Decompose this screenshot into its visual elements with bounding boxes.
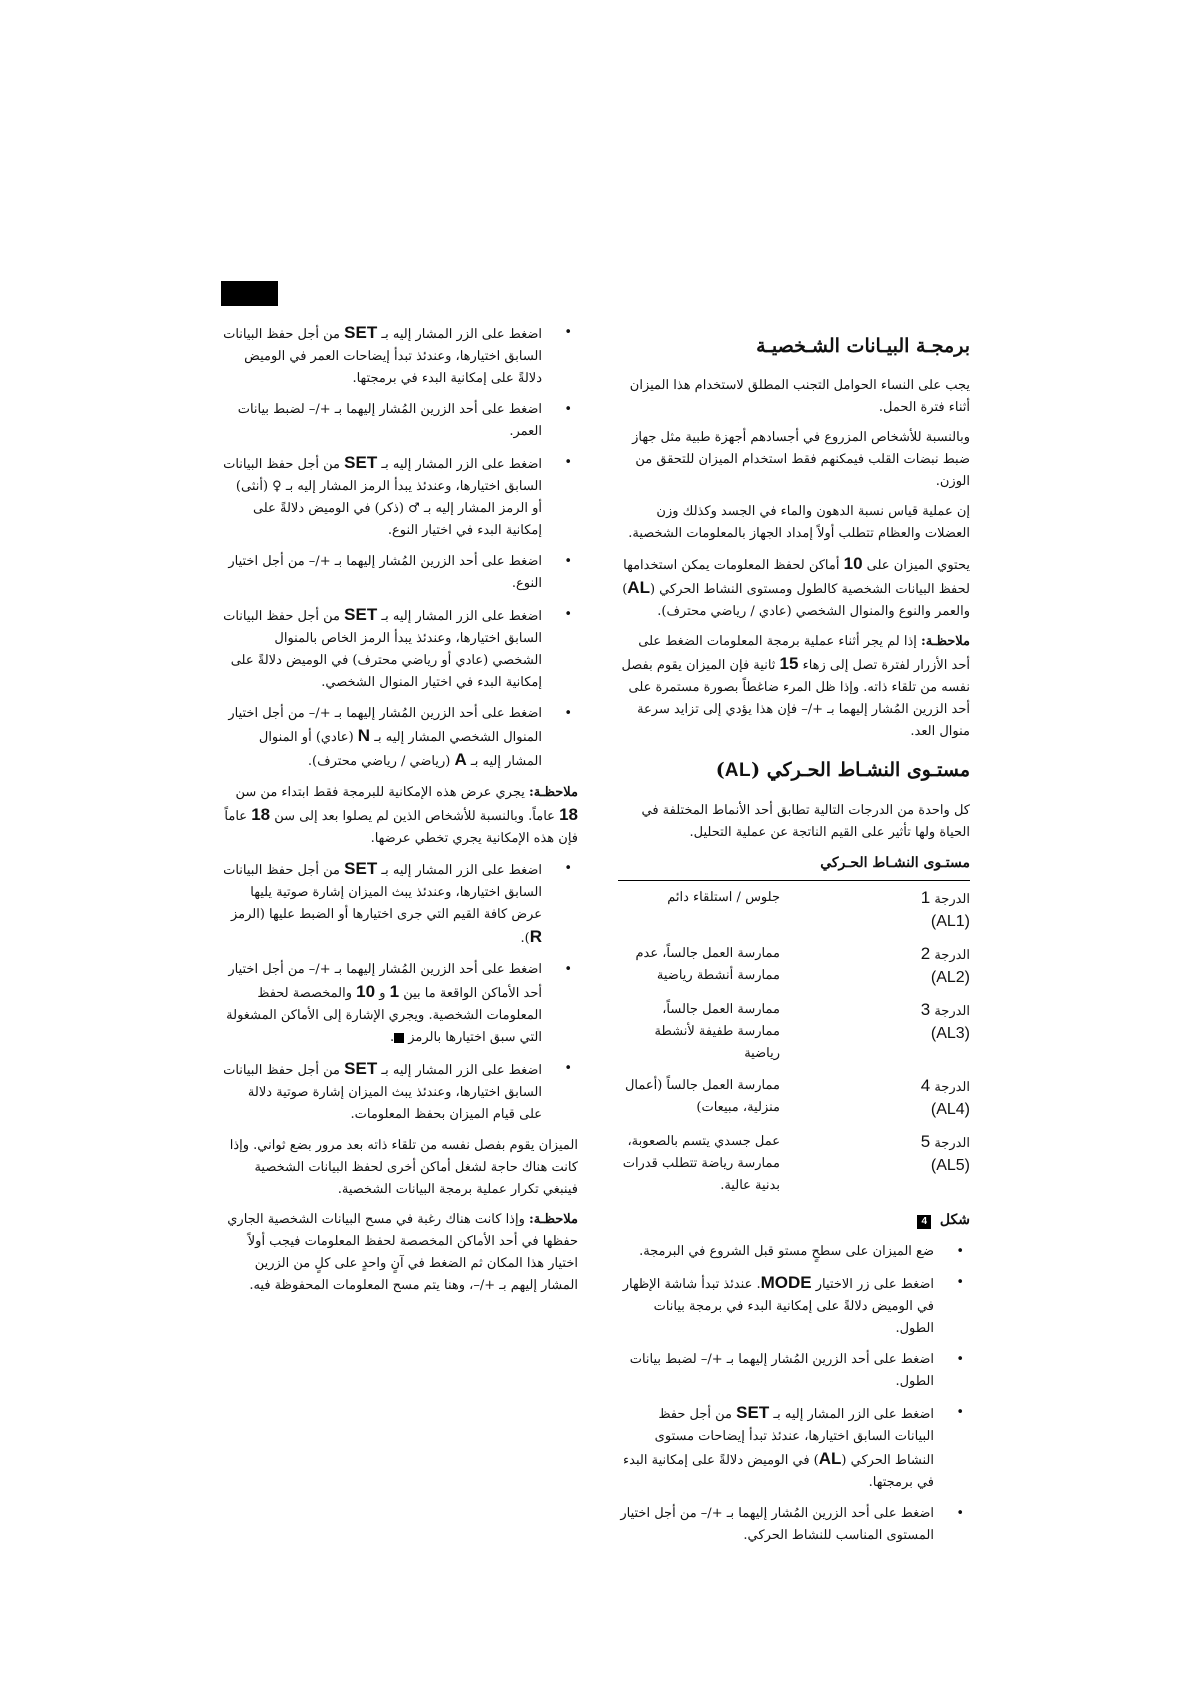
paragraph-pregnancy: يجب على النساء الحوامل التجنب المطلق لاستخدام هذا الميزان أثناء فترة الحمل. <box>629 378 970 415</box>
male-icon: ♂ <box>408 501 420 516</box>
list-item: • اضغط على أحد الزرين المُشار إليهما بـ +/– لضبط بيانات العمر. <box>222 399 578 443</box>
paragraph-storage: يحتوي الميزان على 10 أماكن لحفظ المعلومات يمكن استخدامها لحفظ البيانات الشخصية كالطول ومستوى النشاط الحركي (AL) والعمر والنوع والمنوال الشخصي (عادي / رياضي محترف). <box>622 554 970 619</box>
activity-steps-list <box>618 1241 970 1547</box>
level-description: جلوس / استلقاء دائم <box>667 890 780 905</box>
list-item: • اضغط على أحد الزرين المُشار إليهما بـ +/– لضبط بيانات الطول. <box>618 1349 970 1393</box>
list-item: • اضغط على الزر المشار إليه بـ SET من أجل حفظ البيانات السابق اختيارها، وعندئذ يبدأ الرمز الخاص بالمنوال الشخصي (عادي أو رياضي محترف) في الوميض دلالةً على إمكانية البدء في اختيار المنوال الشخصي. <box>222 604 578 694</box>
section-title-activity-level: مستـوى النشـاط الحـركي (AL) <box>715 759 970 781</box>
mode-key-label: MODE <box>760 1273 812 1292</box>
level-description: ممارسة العمل جالساً، ممارسة طفيفة لأنشطة رياضية <box>654 1002 780 1061</box>
save-steps-list <box>222 858 578 1126</box>
table-rule <box>618 880 970 881</box>
list-item: • اضغط على زر الاختيار MODE. عندئذ تبدأ شاشة الإظهار في الوميض دلالةً على إمكانية البدء في برمجة بيانات الطول. <box>618 1272 970 1340</box>
level-cell: الدرجة 2 (AL2) <box>920 944 970 986</box>
table-row <box>618 943 970 999</box>
paragraph-auto-off: الميزان يقوم بفصل نفسه من تلقاء ذاته بعد مرور بضع ثواني. وإذا كانت هناك حاجة لشغل أماكن أخرى لحفظ البيانات الشخصية فينبغي تكرار عملية برمجة البيانات الشخصية. <box>229 1138 578 1197</box>
list-item: • اضغط على الزر المشار إليه بـ SET من أجل حفظ البيانات السابق اختيارها، وعندئذ تبدأ إيضاحات العمر في الوميض دلالةً على إمكانية البدء في برمجتها. <box>222 322 578 390</box>
paragraph-measurement: إن عملية قياس نسبة الدهون والماء في الجسد وكذلك وزن العضلات والعظام تتطلب أولاً إمداد الجهاز بالمعلومات الشخصية. <box>628 504 970 541</box>
level-cell: الدرجة 4 (AL4) <box>920 1076 970 1118</box>
list-item: • اضغط على أحد الزرين المُشار إليهما بـ +/– من أجل اختيار المستوى المناسب للنشاط الحركي. <box>618 1503 970 1547</box>
level-description: ممارسة العمل جالساً (أعمال منزلية، مبيعات) <box>624 1078 780 1115</box>
figure-label: شكل 4 <box>618 1209 970 1231</box>
level-description: ممارسة العمل جالساً، عدم ممارسة أنشطة رياضية <box>635 946 780 983</box>
list-item: • اضغط على الزر المشار إليه بـ SET من أجل حفظ البيانات السابق اختيارها، وعندئذ يبدأ الرمز المشار إليه بـ ♀ (أنثى) أو الرمز المشار إليه بـ ♂ (ذكر) في الوميض دلالةً على إمكانية البدء في اختيار النوع. <box>222 452 578 542</box>
table-row <box>618 1131 970 1207</box>
activity-level-table <box>618 887 970 1207</box>
level-cell: الدرجة 3 (AL3) <box>920 1000 970 1042</box>
set-key-label: SET <box>344 453 378 472</box>
list-item: • اضغط على أحد الزرين المُشار إليهما بـ +/– من أجل اختيار المنوال الشخصي المشار إليه بـ N (عادي) أو المنوال المشار إليه بـ A (رياضي / رياضي محترف). <box>222 703 578 773</box>
list-item: • ضع الميزان على سطحٍ مستو قبل الشروع في البرمجة. <box>618 1241 970 1263</box>
list-item: • اضغط على الزر المشار إليه بـ SET من أجل حفظ البيانات السابق اختيارها، عندئذ تبدأ إيضاحات مستوى النشاط الحركي (AL) في الوميض دلالةً على إمكانية البدء في برمجتها. <box>618 1402 970 1494</box>
table-row <box>618 887 970 943</box>
table-row <box>618 999 970 1075</box>
set-key-label: SET <box>344 323 378 342</box>
level-cell: الدرجة 1 (AL1) <box>920 888 970 930</box>
set-key-label: SET <box>736 1403 770 1422</box>
section-title-personal-data: برمجـة البيـانات الشـخصيـة <box>756 335 970 357</box>
occupied-square-icon <box>394 1033 404 1043</box>
paragraph-pacemaker: وبالنسبة للأشخاص المزروع في أجسادهم أجهزة طبية مثل جهاز ضبط نبضات القلب فيمكنهم فقط استخدام الميزان للتحقق من الوزن. <box>632 430 970 489</box>
programming-steps-list <box>222 322 578 773</box>
activity-intro: كل واحدة من الدرجات التالية تطابق أحد الأنماط المختلفة في الحياة ولها تأثير على القيم الناتجة عن عملية التحليل. <box>641 803 970 840</box>
list-item: • اضغط على الزر المشار إليه بـ SET من أجل حفظ البيانات السابق اختيارها، وعندئذ يبث الميزان إشارة صوتية دلالة على قيام الميزان بحفظ المعلومات. <box>222 1058 578 1126</box>
note-delete-data: ملاحظـة: وإذا كانت هناك رغبة في مسح البيانات الشخصية الجاري حفظها في أحد الأماكن المخصصة لحفظ المعلومات فيجب أولاً اختيار هذا المكان ثم الضغط في آنٍ واحدٍ على كلٍ من الزرين المشار إليهم بـ +/–، وهنا يتم مسح المعلومات المحفوظة فيه. <box>227 1212 578 1293</box>
note-age-18: ملاحظـة: يجري عرض هذه الإمكانية للبرمجة فقط ابتداء من سن 18 عاماً. وبالنسبة للأشخاص الذين لم يصلوا بعد إلى سن 18 عاماً فإن هذه الإمكانية يجري تخطي عرضها. <box>224 785 578 846</box>
level-cell: الدرجة 5 (AL5) <box>920 1132 970 1174</box>
figure-number-badge: 4 <box>917 1215 931 1229</box>
activity-table-heading: مستـوى النشـاط الحـركي <box>820 855 970 871</box>
set-key-label: SET <box>344 605 378 624</box>
table-row <box>618 1075 970 1131</box>
level-description: عمل جسدي يتسم بالصعوبة، ممارسة رياضة تتطلب قدرات بدنية عالية. <box>622 1134 780 1193</box>
list-item: • اضغط على أحد الزرين المُشار إليهما بـ +/– من أجل اختيار أحد الأماكن الواقعة ما بين 1 و 10 والمخصصة لحفظ المعلومات الشخصية. ويجري الإشارة إلى الأماكن المشغولة التي سبق اختيارها بالرمز . <box>222 959 578 1049</box>
list-item: • اضغط على أحد الزرين المُشار إليهما بـ +/– من أجل اختيار النوع. <box>222 551 578 595</box>
female-icon: ♀ <box>272 479 282 494</box>
left-column <box>222 322 578 1305</box>
list-item: • اضغط على الزر المشار إليه بـ SET من أجل حفظ البيانات السابق اختيارها، وعندئذ يبث الميزان إشارة صوتية يليها عرض كافة القيم التي جرى اختيارها أو الضبط عليها (الرمز R). <box>222 858 578 950</box>
right-column <box>618 333 970 1556</box>
set-key-label: SET <box>344 859 378 878</box>
note-timeout: ملاحظـة: إذا لم يجر أثناء عملية برمجة المعلومات الضغط على أحد الأزرار لفترة تصل إلى زهاء 15 ثانية فإن الميزان يقوم بفصل نفسه من تلقاء ذاته. وإذا ظل المرء ضاغطاً بصورة مستمرة على أحد الزرين المُشار إليهما بـ +/– فإن هذا يؤدي إلى تزايد سرعة منوال العد. <box>621 634 970 739</box>
page-tab-marker <box>221 281 278 306</box>
set-key-label: SET <box>344 1059 378 1078</box>
